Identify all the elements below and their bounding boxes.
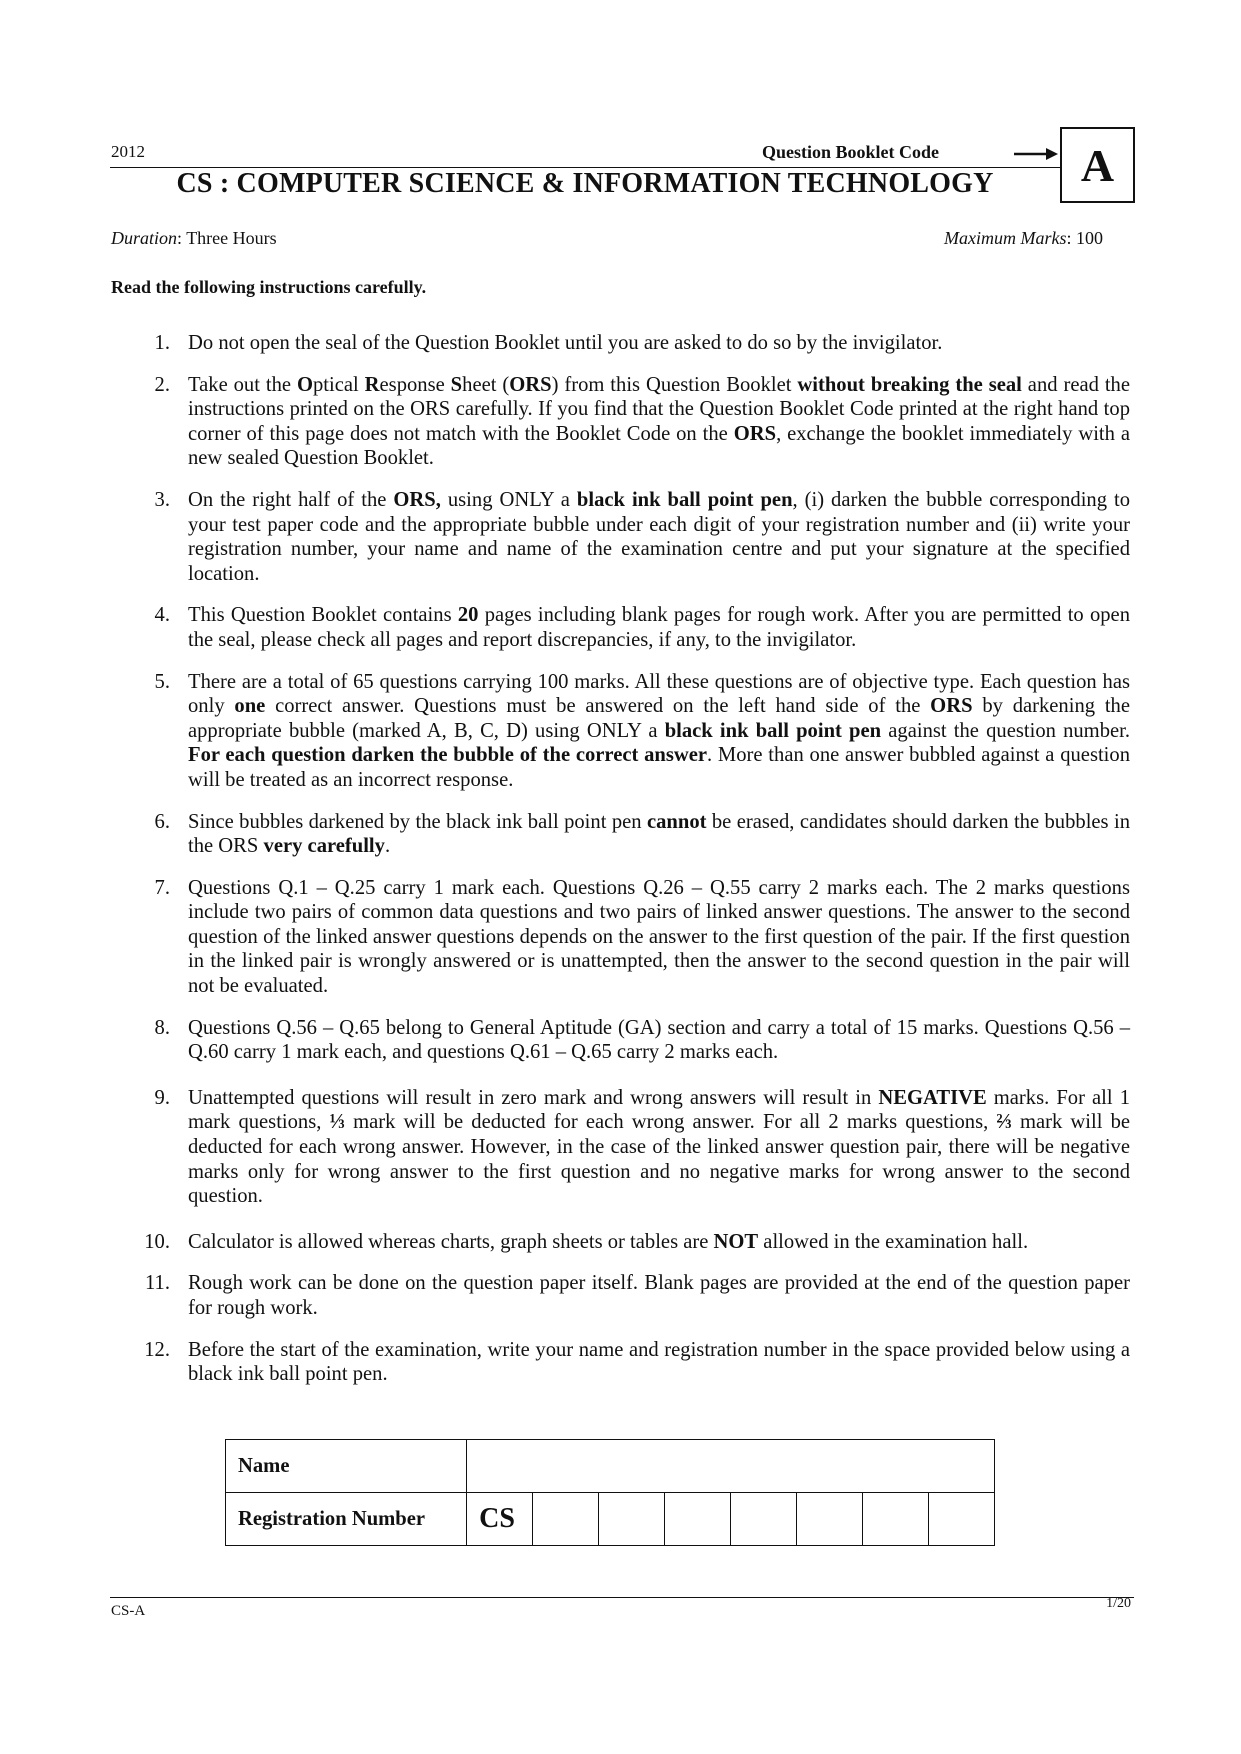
registration-digit-box[interactable] (598, 1493, 664, 1546)
instruction-item (140, 1338, 1130, 1387)
maximum-marks (944, 228, 1103, 249)
registration-row (226, 1493, 995, 1546)
instruction-text: Take out the Optical Response Sheet (ORS) from this Question Booklet without breaking the seal and read the instructions printed on the ORS carefully. If you find that the Question Booklet Code printed at the right hand top corner of this page does not match with the Booklet Code on the ORS, exchange the booklet immediately with a new sealed Question Booklet. (188, 373, 1130, 470)
instruction-text: Do not open the seal of the Question Booklet until you are asked to do so by the invigilator. (188, 332, 943, 354)
instruction-number: 6. (154, 810, 170, 833)
instruction-number: 12. (144, 1338, 170, 1361)
arrow-right-icon (1012, 146, 1058, 162)
instruction-number: 9. (154, 1086, 170, 1109)
instruction-number: 8. (154, 1016, 170, 1039)
instruction-number: 10. (144, 1230, 170, 1253)
instruction-number: 11. (145, 1272, 170, 1295)
duration-value: : Three Hours (177, 228, 277, 248)
instructions-heading: Read the following instructions carefully. (111, 277, 427, 297)
booklet-code-label: Question Booklet Code (761, 142, 939, 162)
name-row (226, 1440, 995, 1493)
name-field[interactable] (467, 1440, 995, 1493)
registration-digit-box[interactable] (796, 1493, 862, 1546)
page-number: 1/20 (1106, 1596, 1131, 1611)
instruction-item (140, 1271, 1130, 1320)
registration-digit-box[interactable] (730, 1493, 796, 1546)
registration-digit-box[interactable] (862, 1493, 928, 1546)
instruction-number: 4. (154, 604, 170, 627)
instruction-number: 1. (154, 332, 170, 354)
instruction-number: 3. (154, 488, 170, 511)
instruction-number: 2. (154, 373, 170, 396)
instruction-item (140, 1016, 1130, 1065)
registration-prefix: CS (467, 1493, 533, 1546)
instruction-text: Unattempted questions will result in zero mark and wrong answers will result in NEGATIVE marks. For all 1 mark questions, ⅓ mark will be deducted for each wrong answer. For all 2 marks questions, ⅔ mark will be deducted for each wrong answer. However, in the case of the linked answer question pair, there will be negative marks only for wrong answer to the first question and no negative marks for wrong answer to the second question. (188, 1086, 1131, 1208)
instruction-item (140, 603, 1130, 652)
instruction-item (140, 670, 1130, 793)
instruction-text: Questions Q.56 – Q.65 belong to General Aptitude (GA) section and carry a total of 15 marks. Questions Q.56 – Q.60 carry 1 mark each, and questions Q.61 – Q.65 carry 2 marks each. (188, 1016, 1130, 1064)
page-title: CS : COMPUTER SCIENCE & INFORMATION TECHNOLOGY (176, 168, 994, 199)
booklet-code-box: A (1060, 127, 1135, 203)
instruction-item (140, 876, 1130, 999)
instruction-text: Before the start of the examination, write your name and registration number in the space provided below using a black ink ball point pen. (188, 1338, 1130, 1386)
paper-code: CS-A (111, 1603, 146, 1619)
instructions-list (140, 331, 1130, 1404)
registration-digit-box[interactable] (532, 1493, 598, 1546)
footer-divider (110, 1597, 1134, 1598)
candidate-details-table (225, 1439, 995, 1546)
exam-year: 2012 (111, 142, 145, 161)
instruction-text: Questions Q.1 – Q.25 carry 1 mark each. Questions Q.26 – Q.55 carry 2 marks each. The 2 marks questions include two pairs of common data questions and two pairs of linked answer questions. The answer to the second question of the linked answer questions depends on the answer to the first question of the pair. If the first question in the linked pair is wrongly answered or is unattempted, then the answer to the second question in the pair will not be evaluated. (188, 876, 1130, 998)
max-marks-value: : 100 (1066, 228, 1103, 248)
instruction-text: There are a total of 65 questions carrying 100 marks. All these questions are of objective type. Each question has only one correct answer. Questions must be answered on the left hand side of the ORS by darkening the appropriate bubble (marked A, B, C, D) using ONLY a black ink ball point pen against the question number. For each question darken the bubble of the correct answer. More than one answer bubbled against a question will be treated as an incorrect response. (188, 670, 1130, 791)
duration (111, 228, 277, 249)
instruction-item (140, 1086, 1130, 1209)
instruction-text: Since bubbles darkened by the black ink ball point pen cannot be erased, candidates should darken the bubbles in the ORS very carefully. (188, 810, 1130, 858)
max-marks-label: Maximum Marks (944, 228, 1067, 248)
instruction-number: 7. (154, 876, 170, 899)
instruction-item (140, 488, 1130, 586)
instruction-item (140, 1230, 1130, 1255)
instruction-number: 5. (154, 670, 170, 693)
registration-label: Registration Number (226, 1493, 467, 1546)
instruction-item (140, 331, 1130, 356)
registration-digit-box[interactable] (928, 1493, 994, 1546)
instruction-text: This Question Booklet contains 20 pages including blank pages for rough work. After you are permitted to open the seal, please check all pages and report discrepancies, if any, to the invigilator. (188, 604, 1130, 651)
registration-digit-box[interactable] (664, 1493, 730, 1546)
duration-label: Duration (111, 228, 178, 248)
instruction-text: Calculator is allowed whereas charts, graph sheets or tables are NOT allowed in the examination hall. (188, 1230, 1029, 1253)
instruction-text: On the right half of the ORS, using ONLY a black ink ball point pen, (i) darken the bubble corresponding to your test paper code and the appropriate bubble under each digit of your registration number and (ii) write your registration number, your name and name of the examination centre and put your signature at the specified location. (188, 488, 1131, 585)
name-label: Name (226, 1440, 467, 1493)
instruction-item (140, 373, 1130, 471)
instruction-item (140, 810, 1130, 859)
instruction-text: Rough work can be done on the question paper itself. Blank pages are provided at the end of the question paper for rough work. (188, 1272, 1130, 1319)
